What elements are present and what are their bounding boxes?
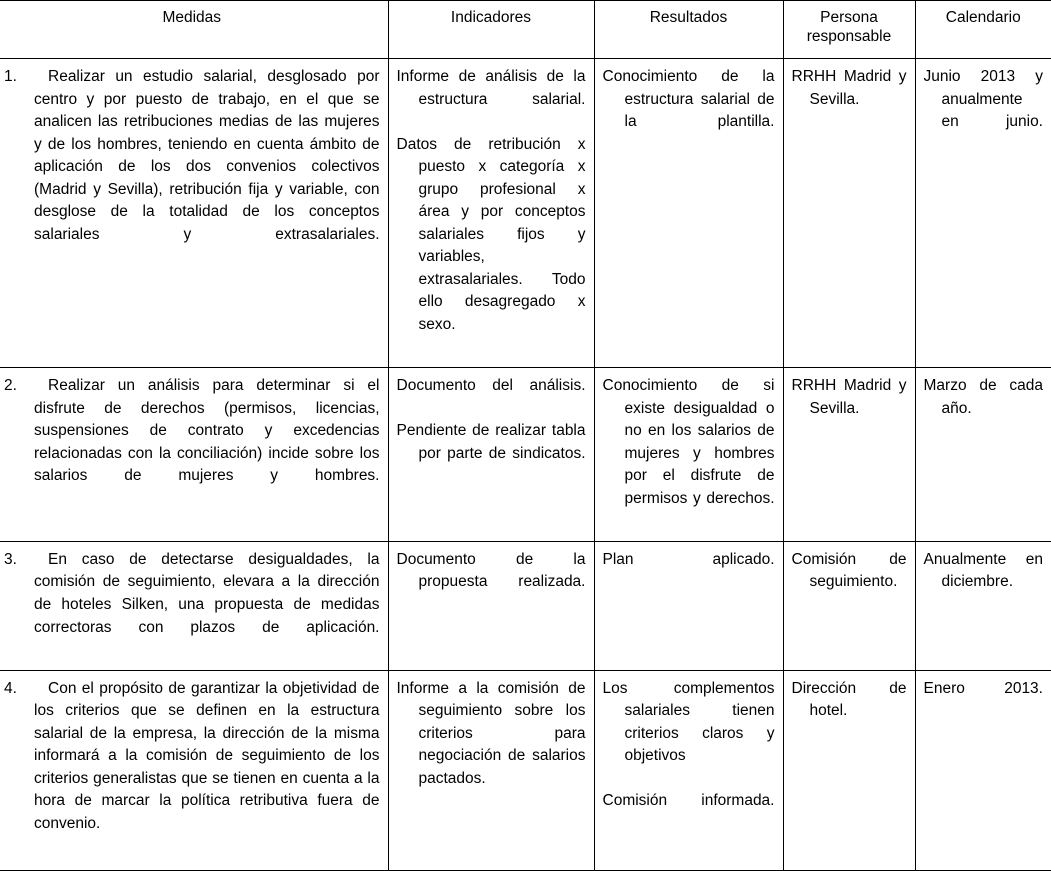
persona-text: Dirección de hotel. — [791, 679, 907, 720]
indicador-text: Informe a la comisión de seguimiento sobre los criterios para negociación de salarios pactados. — [396, 679, 586, 787]
cell-resultados — [594, 59, 783, 368]
column-header-persona-line1: Persona — [820, 9, 878, 26]
column-header-medidas: Medidas — [0, 1, 388, 59]
cell-resultados — [594, 541, 783, 670]
table-row — [0, 368, 1051, 542]
measure-item — [4, 66, 380, 269]
cell-persona-responsable — [783, 541, 915, 670]
table-body — [0, 59, 1051, 871]
cell-medidas — [0, 670, 388, 870]
measure-item — [4, 678, 380, 858]
persona-text: RRHH Madrid y Sevilla. — [791, 68, 907, 108]
cell-resultados — [594, 670, 783, 870]
indicador-text: Datos de retribución x puesto x categoría x grupo profesional x área y por conceptos salariales fijos y variables, extrasalariales. Todo ello desagregado x sexo. — [396, 135, 586, 334]
calendario-text: Enero 2013. — [923, 679, 1043, 697]
measure-item — [4, 375, 380, 510]
persona-text: Comisión de seguimiento. — [791, 550, 907, 591]
column-header-resultados: Resultados — [594, 1, 783, 59]
cell-persona-responsable — [783, 368, 915, 542]
resultado-text: Conocimiento de si existe desigualdad o no en los salarios de mujeres y hombres por el disfrute de permisos y derechos. — [602, 377, 775, 507]
cell-calendario — [915, 670, 1051, 870]
resultado-text: Plan aplicado. — [602, 550, 775, 568]
measure-text: Con el propósito de garantizar la objetividad de los criterios que se definen en la estructura salarial de la empresa, la dirección de la misma informará a la comisión de seguimiento de los criterios generalistas que se tienen en cuenta a la hora de marcar la política retributiva fuera de convenio. — [34, 679, 380, 832]
resultado-text: Conocimiento de la estructura salarial de la plantilla. — [602, 68, 775, 131]
table-row — [0, 670, 1051, 870]
indicador-text: Documento de la propuesta realizada. — [396, 550, 586, 591]
cell-persona-responsable — [783, 59, 915, 368]
indicador-text: Documento del análisis. — [396, 377, 586, 395]
column-header-calendario: Calendario — [915, 1, 1051, 59]
cell-resultados — [594, 368, 783, 542]
table-row — [0, 541, 1051, 670]
column-header-indicadores: Indicadores — [388, 1, 594, 59]
persona-text: RRHH Madrid y Sevilla. — [791, 377, 907, 417]
header-row — [0, 1, 1051, 59]
cell-medidas — [0, 59, 388, 368]
cell-calendario — [915, 541, 1051, 670]
cell-indicadores — [388, 541, 594, 670]
cell-medidas — [0, 541, 388, 670]
measure-number: 1. — [4, 68, 17, 85]
cell-calendario — [915, 59, 1051, 368]
indicador-text: Pendiente de realizar tabla por parte de sindicatos. — [396, 422, 586, 462]
measure-text: Realizar un estudio salarial, desglosado por centro y por puesto de trabajo, en el que se analicen las retribuciones medias de las mujeres y de los hombres, teniendo en cuenta ámbito de aplicación de los dos convenios colectivos (Madrid y Sevilla), retribución fija y variable, con desglose de la totalidad de los conceptos salariales y extrasalariales. — [34, 68, 380, 243]
measure-number: 4. — [4, 679, 17, 697]
cell-indicadores — [388, 59, 594, 368]
column-header-persona-responsable — [783, 1, 915, 59]
calendario-text: Anualmente en diciembre. — [923, 550, 1043, 591]
table-header — [0, 1, 1051, 59]
resultado-text: Los complementos salariales tienen criterios claros y objetivos — [602, 679, 775, 765]
calendario-text: Junio 2013 y anualmente en junio. — [923, 68, 1043, 131]
measure-text: Realizar un análisis para determinar si el disfrute de derechos (permisos, licencias, suspensiones de contrato y excedencias relacionadas con la conciliación) incide sobre los salarios de mujeres y hombres. — [34, 377, 380, 485]
cell-indicadores — [388, 670, 594, 870]
resultado-text: Comisión informada. — [602, 792, 775, 810]
cell-indicadores — [388, 368, 594, 542]
cell-persona-responsable — [783, 670, 915, 870]
cell-medidas — [0, 368, 388, 542]
column-header-persona-line2: responsable — [806, 28, 892, 46]
cell-calendario — [915, 368, 1051, 542]
calendario-text: Marzo de cada año. — [923, 377, 1043, 417]
measure-text: En caso de detectarse desigualdades, la comisión de seguimiento, elevara a la dirección de hoteles Silken, una propuesta de medidas correctoras con plazos de aplicación. — [34, 550, 380, 636]
indicador-text: Informe de análisis de la estructura salarial. — [396, 68, 586, 108]
measure-number: 2. — [4, 377, 17, 395]
measure-number: 3. — [4, 550, 17, 568]
measure-item — [4, 549, 380, 662]
table-row — [0, 59, 1051, 368]
